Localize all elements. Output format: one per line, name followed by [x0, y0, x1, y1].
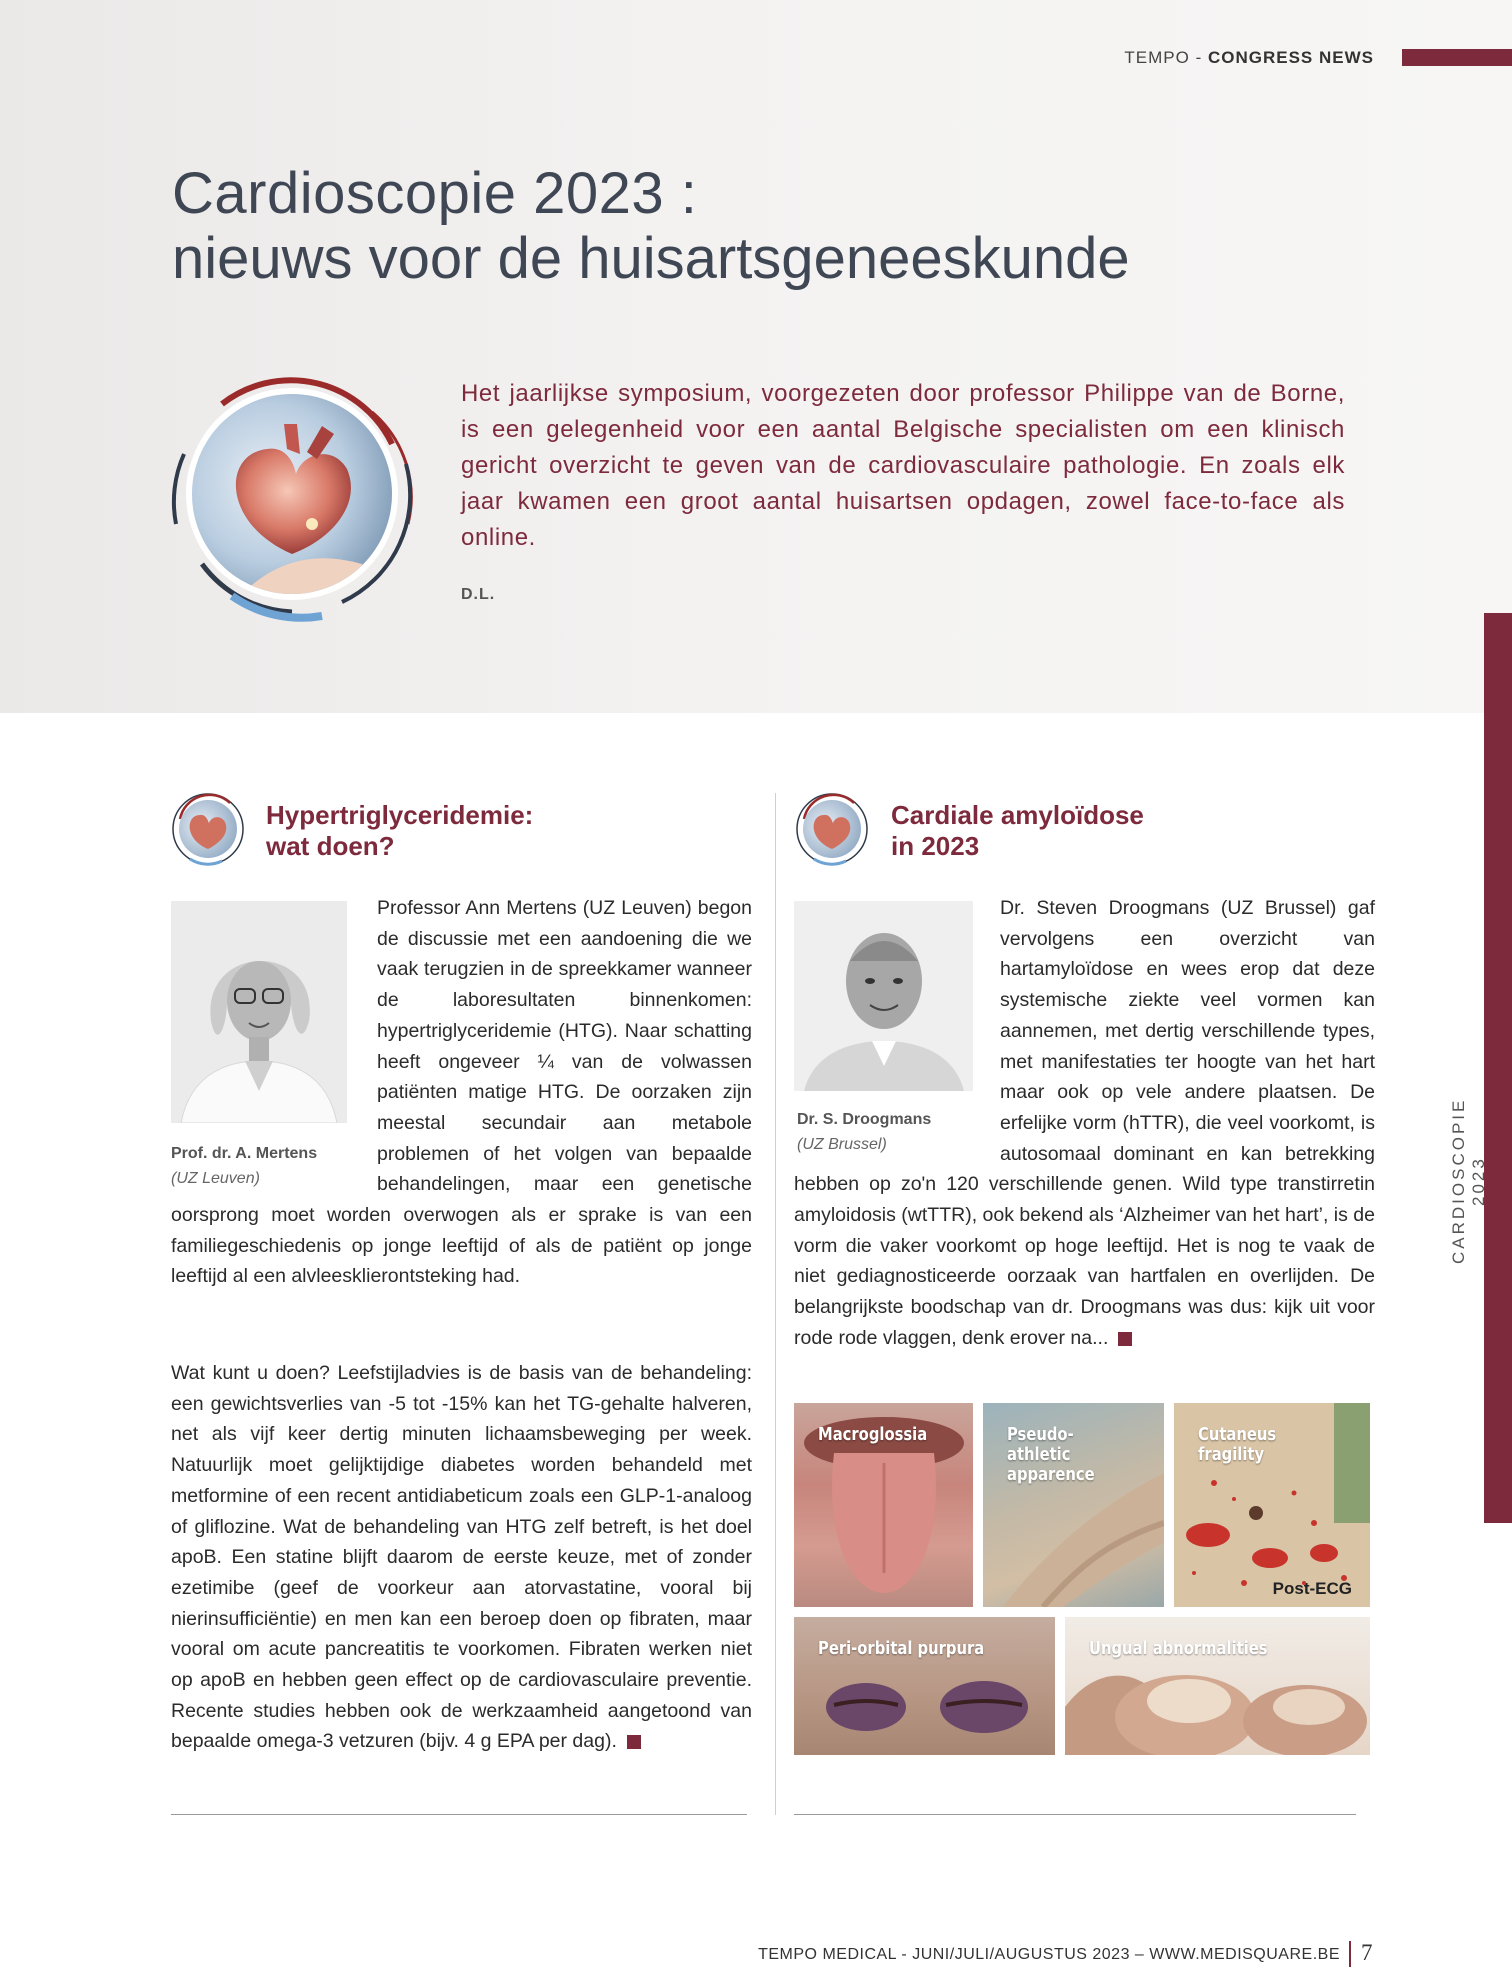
section-tag-bar — [1402, 49, 1512, 66]
image-ungual-abnormalities: Ungual abnormalities — [1065, 1617, 1370, 1755]
left-paragraph-1: Professor Ann Mertens (UZ Leuven) begon de discussie met een aandoening die we vaak terugzien in de spreekkamer wanneer de laboresultaten binnenkomen: hypertriglyceridemie (HTG). Naar schatting heeft ongeveer ¼ van de volwassen patiënten matige HTG. De oorzaken zijn meestal secundair aan metabole problemen of het volgen van bepaalde behandelingen, maar een genetische oorsprong moet worden overwogen als er sprake is van een familiegeschiedenis op jonge leeftijd of als de patiënt op jonge leeftijd al een alvleesklierontsteking had. — [171, 897, 752, 1288]
article-intro: Het jaarlijkse symposium, voorgezeten door professor Philippe van de Borne, is een gelegenheid voor een aantal Belgische specialisten om een klinisch gericht overzicht te geven van de cardiovasculaire pathologie. En zoals elk jaar kwamen een groot aantal huisartsen opdagen, zowel face-to-face als online. — [461, 380, 1345, 551]
photo-caption-affiliation: (UZ Brussel) — [797, 1136, 887, 1153]
photo-caption-name: Dr. S. Droogmans — [797, 1111, 932, 1128]
right-paragraph-1: Dr. Steven Droogmans (UZ Brussel) gaf vervolgens een overzicht van hartamyloïdose en wees erop dat deze systemische ziekte veel vormen kan aannemen, met dertig verschillende types, met manifestaties ter hoogte van het hart maar ook op vele andere plaatsen. De erfelijke vorm (hTTR), die veel voorkomt, is autosomaal dominant en kan betrekking hebben op zo'n 120 verschillende genen. Wild type transtirretin amyloidosis (wtTTR), ook bekend als ‘Alzheimer van het hart’, is de vorm die vaker voorkomt op hoge leeftijd. Het is nog te vaak de niet gediagnosticeerde oorzaak van hartfalen en overlijden. De belangrijkste boodschap van dr. Droogmans was dus: kijk uit voor rode rode vlaggen, denk erover na... — [794, 897, 1375, 1349]
heart-section-icon — [170, 791, 246, 867]
article-title: Cardioscopie 2023 : — [172, 161, 698, 226]
page-footer: TEMPO MEDICAL - JUNI/JULI/AUGUSTUS 2023 – WWW.MEDISQUARE.BE — [758, 1946, 1340, 1963]
article-byline: D.L. — [461, 586, 496, 603]
post-ecg-label: Post-ECG — [1272, 1579, 1352, 1598]
article-subtitle: nieuws voor de huisartsgeneeskunde — [172, 226, 1130, 291]
image-pseudo-athletic: Pseudo-athletic apparence — [983, 1403, 1164, 1607]
left-paragraph-2: Wat kunt u doen? Leefstijladvies is de basis van de behandeling: een gewichtsverlies van -5 tot -15% kan het TG-gehalte halveren, net als vijf keer dertig minuten lichaamsbeweging per week. Natuurlijk moet gelijktijdige diabetes worden behandeld met metformine of een recent antidiabeticum zoals een GLP-1-analoog of gliflozine. Wat de behandeling van HTG zelf betreft, is het doel apoB. Een statine blijft daarom de eerste keuze, met of zonder ezetimibe (geef de voorkeur aan atorvastatine, vooral bij nierinsufficiëntie) en men kan een beroep doen op fibraten, maar vooral om acute pancreatitis te voorkomen. Fibraten werken niet op apoB en hebben geen effect op de cardiovasculaire preventie. Recente studies hebben ook de werkzaamheid aangetoond van bepaalde omega-3 vetzuren (bijv. 4 g EPA per dag). — [171, 1362, 752, 1753]
side-label: CARDIOSCOPIE 2023 — [1449, 1097, 1488, 1265]
photo-caption-name: Prof. dr. A. Mertens — [171, 1145, 318, 1162]
page-number: 7 — [1361, 1940, 1373, 1965]
section-title-hypertriglyceridemie: Hypertriglyceridemie: wat doen? — [266, 800, 534, 861]
end-mark — [1118, 1332, 1132, 1346]
right-section-rule — [794, 1814, 1356, 1815]
left-section-rule — [171, 1814, 747, 1815]
footer-separator — [1349, 1941, 1351, 1967]
end-mark — [627, 1735, 641, 1749]
image-macroglossia: Macroglossia — [794, 1403, 973, 1607]
side-accent-bar — [1484, 613, 1512, 1523]
heart-section-icon — [794, 791, 870, 867]
heart-badge-image — [162, 364, 422, 624]
section-title-amyloidose: Cardiale amyloïdose in 2023 — [891, 800, 1144, 861]
image-peri-orbital-purpura: Peri-orbital purpura — [794, 1617, 1055, 1755]
photo-caption-affiliation: (UZ Leuven) — [171, 1170, 260, 1187]
image-cutaneus-fragility: Cutaneus fragility Post-ECG — [1174, 1403, 1370, 1607]
section-tag: TEMPO - CONGRESS NEWS — [1124, 48, 1374, 67]
column-divider — [775, 793, 776, 1815]
